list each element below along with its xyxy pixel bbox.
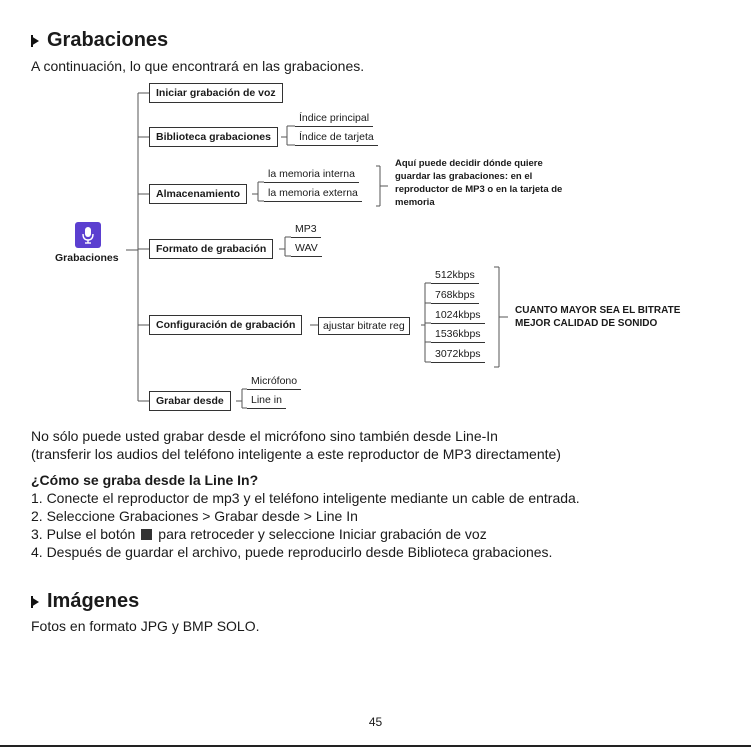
storage-note-line: Aquí puede decidir dónde quiere bbox=[395, 158, 543, 169]
triangle-bullet-icon bbox=[31, 597, 39, 607]
page-number: 45 bbox=[368, 715, 383, 729]
bitrate-item: 1024kbps bbox=[431, 308, 485, 324]
step-2: 2. Seleccione Grabaciones > Grabar desde > Line In bbox=[31, 508, 358, 524]
step-3 bbox=[31, 525, 487, 543]
body-line-1: No sólo puede usted grabar desde el micrófono sino también desde Line-In bbox=[31, 428, 498, 444]
leaf-microfono: Micrófono bbox=[247, 374, 301, 390]
storage-note-line: memoria bbox=[395, 197, 435, 208]
step-4: 4. Después de guardar el archivo, puede reproducirlo desde Biblioteca grabaciones. bbox=[31, 544, 553, 560]
step-1: 1. Conecte el reproductor de mp3 y el teléfono inteligente mediante un cable de entrada. bbox=[31, 490, 580, 506]
leaf-ajustar-bitrate: ajustar bitrate reg bbox=[318, 317, 410, 335]
bitrate-item: 768kbps bbox=[431, 288, 479, 304]
leaf-memoria-interna: la memoria interna bbox=[264, 167, 359, 183]
leaf-indice-tarjeta: Índice de tarjeta bbox=[295, 130, 378, 146]
step-3-text-a: 3. Pulse el botón bbox=[31, 526, 136, 542]
bitrate-item: 1536kbps bbox=[431, 327, 485, 343]
section2-text: Fotos en formato JPG y BMP SOLO. bbox=[31, 618, 260, 634]
bitrate-item: 3072kbps bbox=[431, 347, 485, 363]
leaf-wav: WAV bbox=[291, 241, 322, 257]
branch-configuracion-grabacion: Configuración de grabación bbox=[149, 315, 302, 335]
branch-grabar-desde: Grabar desde bbox=[149, 391, 231, 411]
microphone-icon bbox=[75, 222, 101, 248]
bitrate-note-line: CUANTO MAYOR SEA EL BITRATE bbox=[515, 305, 681, 316]
storage-note-line: reproductor de MP3 o en la tarjeta de bbox=[395, 184, 563, 195]
bitrate-note bbox=[515, 304, 680, 330]
body-line-2: (transferir los audios del teléfono inteligente a este reproductor de MP3 directamente) bbox=[31, 446, 561, 462]
branch-iniciar-grabacion: Iniciar grabación de voz bbox=[149, 83, 283, 103]
footer-rule bbox=[0, 745, 751, 747]
branch-biblioteca-grabaciones: Biblioteca grabaciones bbox=[149, 127, 278, 147]
section-intro: A continuación, lo que encontrará en las grabaciones. bbox=[31, 58, 365, 74]
storage-note-line: guardar las grabaciones: en el bbox=[395, 171, 533, 182]
branch-formato-grabacion: Formato de grabación bbox=[149, 239, 273, 259]
branch-almacenamiento: Almacenamiento bbox=[149, 184, 247, 204]
leaf-line-in: Line in bbox=[247, 393, 286, 409]
section-title: Imágenes bbox=[47, 590, 140, 612]
leaf-indice-principal: Índice principal bbox=[295, 111, 373, 127]
leaf-memoria-externa: la memoria externa bbox=[264, 186, 362, 202]
storage-note bbox=[395, 157, 562, 209]
section-title: Grabaciones bbox=[47, 29, 169, 51]
section-heading-imagenes bbox=[31, 590, 139, 613]
howto-question: ¿Cómo se graba desde la Line In? bbox=[31, 472, 259, 488]
step-3-text-b: para retroceder y seleccione Iniciar grabación de voz bbox=[158, 526, 487, 542]
leaf-mp3: MP3 bbox=[291, 222, 321, 238]
root-label: Grabaciones bbox=[55, 252, 119, 264]
back-button-icon bbox=[141, 529, 152, 540]
bitrate-note-line: MEJOR CALIDAD DE SONIDO bbox=[515, 318, 658, 329]
bitrate-item: 512kbps bbox=[431, 268, 479, 284]
